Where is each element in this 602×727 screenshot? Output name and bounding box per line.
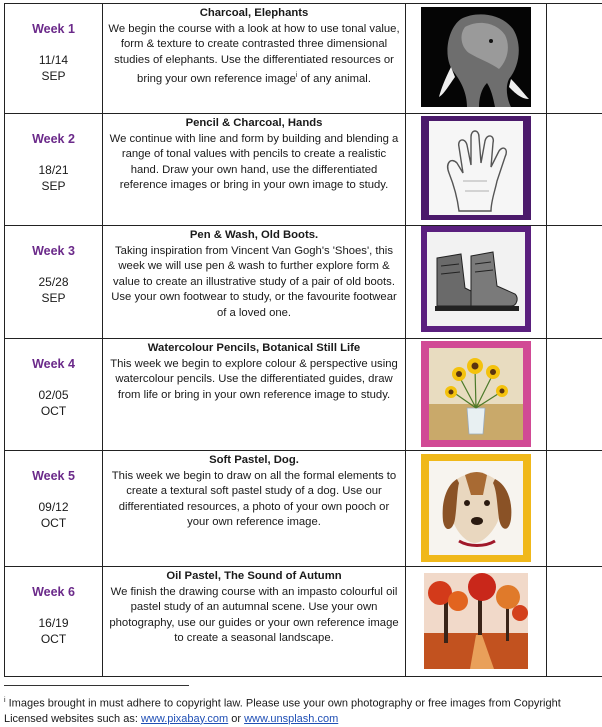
week-title: Pen & Wash, Old Boots. bbox=[107, 228, 401, 244]
blank-cell bbox=[547, 451, 602, 567]
week-description: We finish the drawing course with an impasto colourful oil pastel study of an autumnal scene. Use your own photography, use our guides or your own reference image to create a seasonal landscape. bbox=[107, 585, 401, 647]
image-cell bbox=[406, 339, 547, 451]
image-cell bbox=[406, 451, 547, 567]
elephant-charcoal-image bbox=[421, 7, 531, 105]
week-cell bbox=[5, 339, 103, 451]
course-schedule-table bbox=[4, 3, 602, 677]
week-cell bbox=[5, 114, 103, 226]
week-dates: 18/21 SEP bbox=[5, 162, 102, 194]
week-row bbox=[5, 226, 602, 339]
week-description-cell bbox=[103, 4, 406, 114]
week-description: This week we begin to explore colour & perspective using watercolour pencils. Use the differentiated guides, draw from life or bring in your own reference image to study. bbox=[107, 357, 401, 404]
week-dates: 11/14 SEP bbox=[5, 52, 102, 84]
week-description: This week we begin to draw on all the formal elements to create a textural soft pastel study of a dog. Use our differentiated resources, a photo of your own pooch or your own reference image. bbox=[107, 469, 401, 531]
image-cell bbox=[406, 226, 547, 339]
blank-cell bbox=[547, 114, 602, 226]
blank-cell bbox=[547, 4, 602, 114]
week-description: Taking inspiration from Vincent Van Gogh's 'Shoes', this week we will use pen & wash to further explore form & value to create an illustrative study of a pair of old boots. Use your own footwear to study, or the favourite footwear of a loved one. bbox=[107, 244, 401, 322]
blank-cell bbox=[547, 226, 602, 339]
footnote-rule bbox=[4, 685, 189, 686]
unsplash-link[interactable]: www.unsplash.com bbox=[244, 713, 338, 725]
footnote-text: Images brought in must adhere to copyright law. Please use your own photography or free images from Copyright Licensed websites such as: bbox=[4, 698, 561, 725]
autumn-forest-image bbox=[424, 573, 528, 669]
week-title: Soft Pastel, Dog. bbox=[107, 453, 401, 469]
footnote: $^i$ Images brought in must adhere to copyright law. Please use your own photography or free images from Copyright Licensed websites such as: www.pixabay.com or www.unsplash.com bbox=[4, 693, 599, 727]
week-description-cell bbox=[103, 339, 406, 451]
sunflowers-image bbox=[421, 341, 531, 447]
week-dates: 16/19 OCT bbox=[5, 615, 102, 647]
image-cell bbox=[406, 567, 547, 677]
week-cell bbox=[5, 4, 103, 114]
footnote-marker: i bbox=[4, 697, 6, 704]
blank-cell bbox=[547, 567, 602, 677]
week-row bbox=[5, 4, 602, 114]
week-label: Week 6 bbox=[5, 585, 102, 599]
old-boots-image bbox=[421, 226, 531, 332]
hand-pencil-image bbox=[421, 116, 531, 220]
week-title: Watercolour Pencils, Botanical Still Life bbox=[107, 341, 401, 357]
week-row bbox=[5, 451, 602, 567]
dog-pastel-image bbox=[421, 454, 531, 562]
week-cell bbox=[5, 451, 103, 567]
week-label: Week 2 bbox=[5, 132, 102, 146]
week-dates: 25/28 SEP bbox=[5, 274, 102, 306]
week-description: We begin the course with a look at how to use tonal value, form & texture to create contrasted three dimensional studies of elephants. Use the differentiated resources or bring your own reference image$^i$ of any animal. bbox=[107, 22, 401, 88]
week-row bbox=[5, 339, 602, 451]
footnote-marker: i bbox=[296, 72, 298, 79]
week-title: Pencil & Charcoal, Hands bbox=[107, 116, 401, 132]
image-cell bbox=[406, 4, 547, 114]
week-title: Charcoal, Elephants bbox=[107, 6, 401, 22]
week-label: Week 1 bbox=[5, 22, 102, 36]
week-label: Week 5 bbox=[5, 469, 102, 483]
week-cell bbox=[5, 567, 103, 677]
week-dates: 02/05 OCT bbox=[5, 387, 102, 419]
image-cell bbox=[406, 114, 547, 226]
blank-cell bbox=[547, 339, 602, 451]
week-row bbox=[5, 114, 602, 226]
week-cell bbox=[5, 226, 103, 339]
week-dates: 09/12 OCT bbox=[5, 499, 102, 531]
week-description-cell bbox=[103, 226, 406, 339]
week-row bbox=[5, 567, 602, 677]
week-label: Week 4 bbox=[5, 357, 102, 371]
week-description-cell bbox=[103, 114, 406, 226]
week-description-cell bbox=[103, 451, 406, 567]
week-label: Week 3 bbox=[5, 244, 102, 258]
pixabay-link[interactable]: www.pixabay.com bbox=[141, 713, 228, 725]
week-description-cell bbox=[103, 567, 406, 677]
week-title: Oil Pastel, The Sound of Autumn bbox=[107, 569, 401, 585]
week-description: We continue with line and form by building and blending a range of tonal values with pencils to create a realistic hand. Draw your own hand, use the differentiated reference images or bring in your own image to study. bbox=[107, 132, 401, 194]
